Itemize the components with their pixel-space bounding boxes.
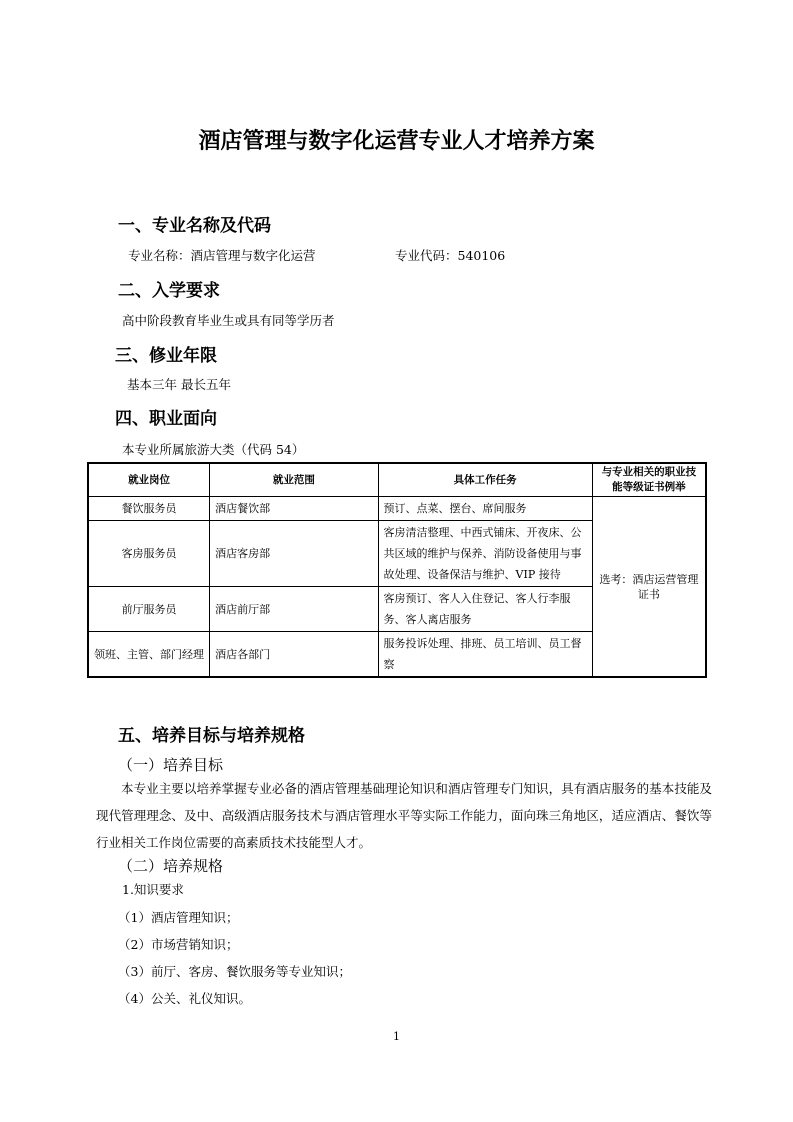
list-item: （3）前厅、客房、餐饮服务等专业知识； [118, 964, 351, 979]
table-header-row [88, 463, 706, 497]
cert-cell: 选考：酒店运营管理证书 [592, 497, 706, 678]
post-cell: 领班、主管、部门经理 [88, 632, 210, 678]
tasks-cell: 服务投诉处理、排班、员工培训、员工督察 [378, 632, 592, 678]
section-heading: 四、职业面向 [115, 409, 217, 429]
goal-paragraph: 本专业主要以培养掌握专业必备的酒店管理基础理论知识和酒店管理专门知识，具有酒店服务的基本技能及现代管理理念、及中、高级酒店服务技术与酒店管理水平等实际工作能力，面向珠三角地区，适应酒店、餐饮等行业相关工作岗位需要的高素质技术技能型人才。 [96, 781, 712, 850]
table-header: 具体工作任务 [378, 463, 592, 497]
tasks-cell: 客房预订、客人入住登记、客人行李服务、客人离店服务 [378, 587, 592, 632]
table-header: 就业范围 [210, 463, 378, 497]
list-item: （2）市场营销知识； [118, 937, 239, 952]
table-header: 就业岗位 [88, 463, 210, 497]
subsection-heading: （二）培养规格 [118, 857, 224, 875]
tasks-cell: 预订、点菜、摆台、席间服务 [378, 497, 592, 521]
section-text: 基本三年 最长五年 [127, 377, 231, 392]
table-header: 与专业相关的职业技能等级证书例举 [592, 463, 706, 497]
post-cell: 前厅服务员 [88, 587, 210, 632]
scope-cell: 酒店餐饮部 [210, 497, 378, 521]
section-heading: 一、专业名称及代码 [118, 216, 271, 236]
section-heading: 二、入学要求 [118, 281, 220, 301]
subsection-heading: （一）培养目标 [118, 756, 224, 774]
scope-cell: 酒店前厅部 [210, 587, 378, 632]
tasks-cell: 客房清洁整理、中西式铺床、开夜床、公共区域的维护与保养、消防设备使用与事故处理、设备保洁与维护、VIP 接待 [378, 521, 592, 587]
section-heading: 五、培养目标与培养规格 [118, 726, 305, 746]
list-item: （4）公关、礼仪知识。 [118, 991, 251, 1006]
document-title: 酒店管理与数字化运营专业人才培养方案 [198, 129, 595, 154]
section-text: 高中阶段教育毕业生或具有同等学历者 [122, 313, 335, 328]
post-cell: 客房服务员 [88, 521, 210, 587]
section-text: 本专业所属旅游大类（代码 54） [122, 442, 305, 457]
post-cell: 餐饮服务员 [88, 497, 210, 521]
career-table [87, 462, 707, 678]
major-code: 专业代码：540106 [395, 248, 506, 263]
list-item: （1）酒店管理知识； [118, 910, 239, 925]
section-heading: 三、修业年限 [115, 346, 217, 366]
scope-cell: 酒店各部门 [210, 632, 378, 678]
scope-cell: 酒店客房部 [210, 521, 378, 587]
page-number: 1 [393, 1030, 400, 1043]
major-name: 专业名称：酒店管理与数字化运营 [128, 248, 316, 263]
knowledge-heading: 1.知识要求 [122, 882, 184, 897]
table-row [88, 497, 706, 521]
